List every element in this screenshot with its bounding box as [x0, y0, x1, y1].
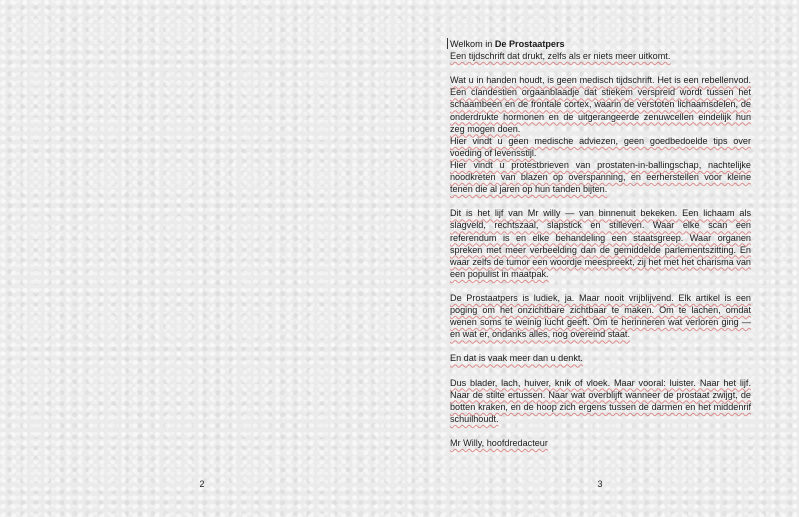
- right-page: [400, 0, 799, 517]
- welcome-line: [450, 38, 751, 50]
- signature: Mr Willy, hoofdredacteur: [450, 438, 548, 449]
- paragraph-1-line-3: Hier vindt u protestbrieven van prostaten-in-ballingschap, nachtelijke noodkreten van blazen op overspanning, en eerherstellen voor kleine tenen die al jaren op hun tanden bijten.: [450, 159, 751, 195]
- editorial-text[interactable]: [450, 38, 751, 461]
- welcome-prefix: Welkom in: [450, 39, 495, 49]
- left-page: [0, 0, 399, 517]
- paragraph-5: Dus blader, lach, huiver, knik of vloek. Maar vooral: luister. Naar het lijf. Naar de stilte ertussen. Naar wat overblijft wanneer de prostaat zwijgt, de botten kraken, en de hoop zich ergens tussen de darmen en het middenrif schuilhoudt.: [450, 377, 751, 424]
- page-number-right: 3: [597, 479, 603, 489]
- paragraph-1: Wat u in handen houdt, is geen medisch tijdschrift. Het is een rebellenvod. Een clandestien orgaanblaadje dat stiekem verspreid wordt tussen het schaambeen en de frontale cortex, waarin de verstoten lichaamsdelen, de onderdrukte hormonen en de uitgerangeerde zenuwcellen eindelijk hun zeg mogen doen.: [450, 75, 751, 134]
- magazine-title: De Prostaatpers: [494, 39, 565, 49]
- page-number-left: 2: [199, 479, 205, 489]
- paragraph-4: En dat is vaak meer dan u denkt.: [450, 353, 583, 364]
- text-cursor: [447, 38, 448, 49]
- paragraph-2: Dit is het lijf van Mr willy — van binnenuit bekeken. Een lichaam als slagveld, rechtszaal, slapstick en stilleven. Waar elke scan een referendum is en elke behandeling een staatsgreep. Waar organen spreken met meer verbeelding dan de gemiddelde parlementszitting. En waar zelfs de tumor een woordje meespreekt, zij het met het charisma van een populist in maatpak.: [450, 208, 751, 279]
- paragraph-1-line-2: Hier vindt u geen medische adviezen, geen goedbedoelde tips over voeding of levensstijl.: [450, 135, 751, 158]
- tagline: Een tijdschrift dat drukt, zelfs als er niets meer uitkomt.: [450, 51, 671, 62]
- paragraph-3: De Prostaatpers is ludiek, ja. Maar nooit vrijblijvend. Elk artikel is een poging om het onzichtbare zichtbaar te maken. Om te lachen, omdat wenen soms te weinig lucht geeft. Om te herinneren wat verloren ging — en wat er, ondanks alles, nog overeind staat.: [450, 292, 751, 340]
